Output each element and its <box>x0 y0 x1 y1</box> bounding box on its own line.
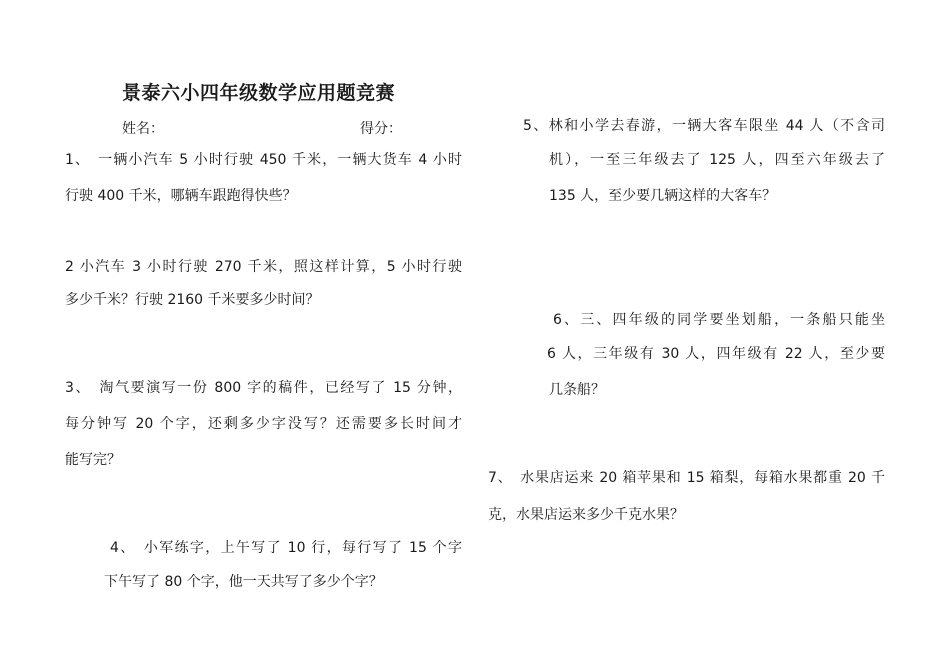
question-2-line-1: 2 小汽车 3 小时行驶 270 千米，照这样计算，5 小时行驶 <box>65 259 462 275</box>
question-4-line-2: 下午写了 80 个字，他一天共写了多少个字？ <box>104 574 383 590</box>
page-title: 景泰六小四年级数学应用题竞赛 <box>122 82 396 104</box>
question-6-line-3: 几条船？ <box>549 382 605 398</box>
question-1-line-2: 行驶 400 千米，哪辆车跟跑得快些？ <box>65 188 297 204</box>
question-6-line-1: 6、三、四年级的同学要坐划船，一条船只能坐 <box>553 312 885 328</box>
question-4-line-1: 4、 小军练字，上午写了 10 行，每行写了 15 个字 <box>110 540 462 556</box>
question-5-line-1: 5、林和小学去春游，一辆大客车限坐 44 人（不含司 <box>523 118 885 134</box>
question-2-line-2: 多少千米？行驶 2160 千米要多少时间？ <box>65 292 320 308</box>
question-3-line-2: 每分钟写 20 个字，还剩多少字没写？还需要多长时间才 <box>65 416 462 432</box>
question-6-line-2: 6 人，三年级有 30 人，四年级有 22 人，至少要 <box>547 346 885 362</box>
question-5-line-3: 135 人，至少要几辆这样的大客车？ <box>549 188 777 204</box>
question-3-line-3: 能写完？ <box>65 452 121 468</box>
question-1-line-1: 1、 一辆小汽车 5 小时行驶 450 千米，一辆大货车 4 小时 <box>65 152 462 168</box>
question-3-line-1: 3、 淘气要演写一份 800 字的稿件，已经写了 15 分钟， <box>65 380 462 396</box>
name-field-label: 姓名： <box>122 121 164 137</box>
question-7-line-2: 克，水果店运来多少千克水果？ <box>488 507 684 523</box>
score-field-label: 得分： <box>360 121 402 137</box>
question-7-line-1: 7、 水果店运来 20 箱苹果和 15 箱梨，每箱水果都重 20 千 <box>488 470 885 486</box>
question-5-line-2: 机），一至三年级去了 125 人，四至六年级去了 <box>549 152 885 168</box>
